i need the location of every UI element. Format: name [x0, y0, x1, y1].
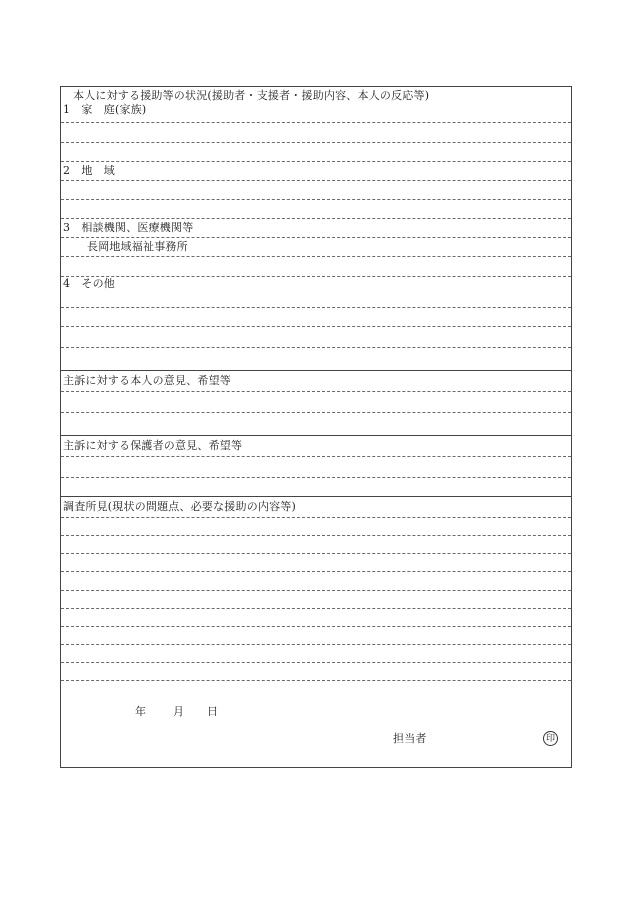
guardian-opinion-heading: 主訴に対する保護者の意見、希望等: [63, 439, 243, 452]
rule-line: [61, 662, 571, 663]
person-opinion-heading: 主訴に対する本人の意見、希望等: [63, 374, 231, 387]
rule-line: [61, 199, 571, 200]
rule-line: [61, 326, 571, 327]
assistance-heading: 本人に対する援助等の状況(援助者・支援者・援助内容、本人の反応等): [73, 89, 430, 102]
survey-form: [60, 86, 572, 768]
rule-line: [61, 456, 571, 457]
year-label: 年: [135, 705, 147, 718]
rule-line: [61, 237, 571, 238]
rule-line: [61, 122, 571, 123]
findings-heading: 調査所見(現状の問題点、必要な援助の内容等): [63, 500, 296, 513]
section-divider: [61, 496, 571, 497]
item-community-label: 2 地 域: [63, 164, 115, 177]
rule-line: [61, 626, 571, 627]
rule-line: [61, 644, 571, 645]
rule-line: [61, 347, 571, 348]
seal-mark: 印: [543, 731, 558, 746]
month-label: 月: [173, 705, 185, 718]
item-family-label: 1 家 庭(家族): [63, 103, 147, 116]
rule-line: [61, 161, 571, 162]
rule-line: [61, 680, 571, 681]
person-in-charge-label: 担当者: [393, 732, 427, 745]
rule-line: [61, 307, 571, 308]
rule-line: [61, 535, 571, 536]
item-agencies-label: 3 相談機関、医療機関等: [63, 221, 194, 234]
rule-line: [61, 276, 571, 277]
rule-line: [61, 180, 571, 181]
item-other-label: 4 その他: [63, 277, 115, 290]
day-label: 日: [207, 705, 219, 718]
section-divider: [61, 370, 571, 371]
rule-line: [61, 218, 571, 219]
section-divider: [61, 435, 571, 436]
rule-line: [61, 256, 571, 257]
rule-line: [61, 477, 571, 478]
rule-line: [61, 517, 571, 518]
rule-line: [61, 391, 571, 392]
rule-line: [61, 412, 571, 413]
item-agencies-content: 長岡地域福祉事務所: [87, 240, 188, 253]
rule-line: [61, 553, 571, 554]
rule-line: [61, 142, 571, 143]
rule-line: [61, 608, 571, 609]
rule-line: [61, 571, 571, 572]
rule-line: [61, 590, 571, 591]
